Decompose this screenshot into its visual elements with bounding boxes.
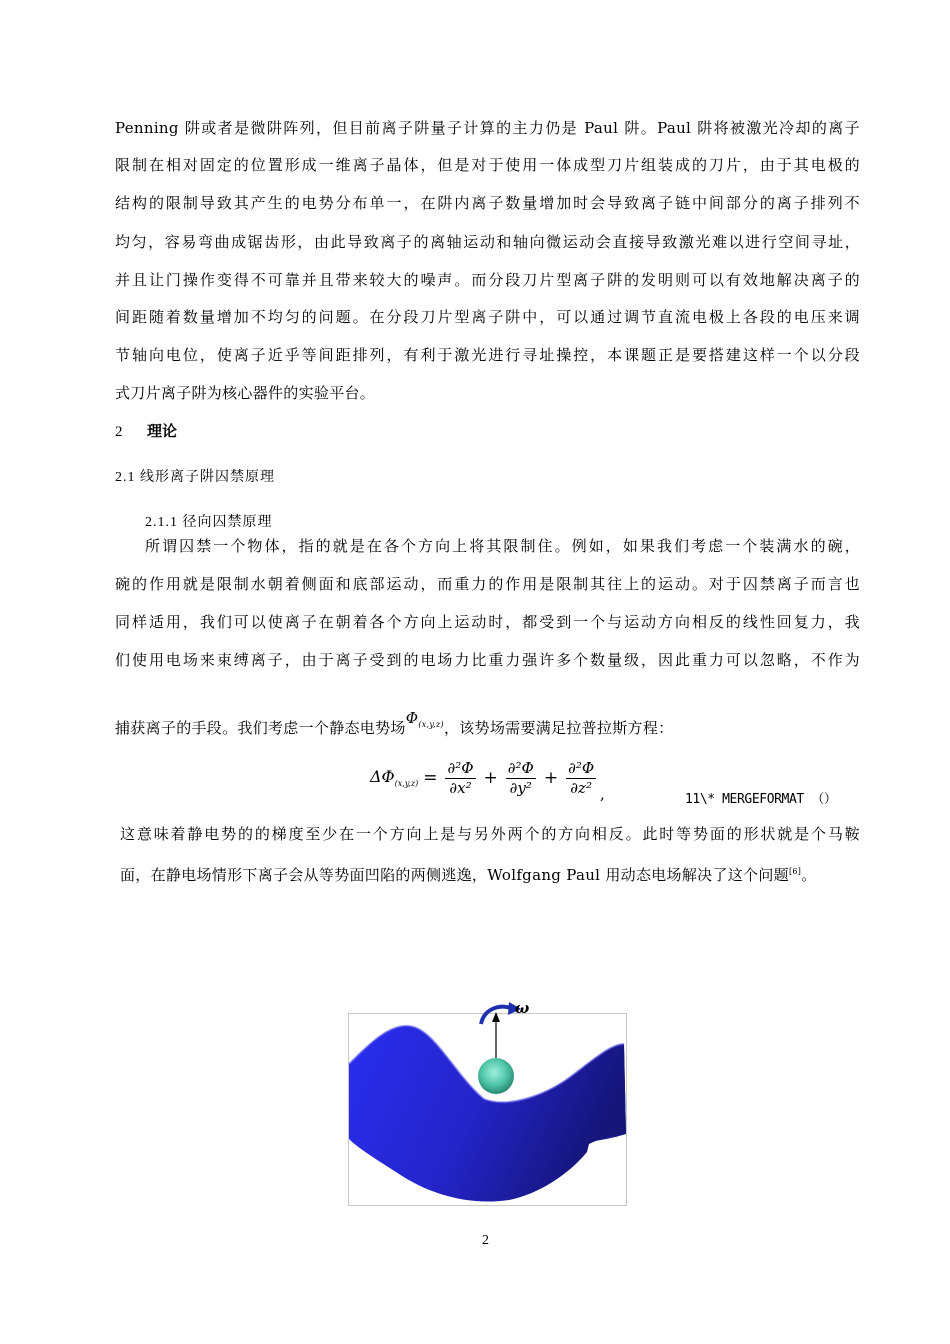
section-heading (115, 420, 177, 441)
section-title: 理论 (147, 422, 178, 440)
laplace-equation (370, 755, 599, 801)
intro-line-1: Penning 阱或者是微阱阵列，但目前离子阱量子计算的主力仍是 Paul 阱。Paul 阱将被激光冷却的离子 (115, 119, 860, 137)
after-eq-line-1: 这意味着静电势的的梯度至少在一个方向上是与另外两个的方向相反。此时等势面的形状就是个马鞍 (120, 825, 860, 843)
body-line-5-after: ，该势场需要满足拉普拉斯方程： (443, 719, 674, 737)
body-line-4: 们使用电场来束缚离子，由于离子受到的电场力比重力强许多个数量级，因此重力可以忽略，不作为 (115, 651, 860, 669)
saddle-potential-figure (348, 999, 627, 1206)
subsection-title: 线形离子阱囚禁原理 (140, 470, 275, 485)
intro-line-7: 节轴向电位，使离子近乎等间距排列，有利于激光进行寻址操控，本课题正是要搭建这样一个以分段 (115, 346, 860, 364)
plus-sign: + (543, 768, 559, 788)
equation-label: 11\* MERGEFORMAT （） (685, 792, 837, 807)
subsection-heading (115, 466, 275, 486)
intro-line-2: 限制在相对固定的位置形成一维离子晶体，但是对于使用一体成型刀片组装成的刀片，由于其电极的 (115, 156, 860, 174)
after-eq-line-2: 面，在静电场情形下离子会从等势面凹陷的两侧逃逸，Wolfgang Paul 用动态电场解决了这个问题[6]。 (120, 866, 817, 884)
intro-line-8: 式刀片离子阱为核心器件的实验平台。 (115, 384, 376, 402)
body-line-5-before: 捕获离子的手段。我们考虑一个静态电势场 (115, 719, 406, 737)
subsubsection-heading (145, 511, 273, 531)
saddle-surface-illustration (349, 1014, 626, 1205)
omega-label: ω (515, 999, 530, 1017)
subsubsection-number: 2.1.1 (145, 515, 178, 530)
intro-line-4: 均匀，容易弯曲成锯齿形，由此导致离子的离轴运动和轴向微运动会直接导致激光难以进行空间寻址， (115, 233, 860, 251)
page-number: 2 (482, 1233, 489, 1248)
equation-term-z: $\frac{\text{∂²Φ}}{\text{∂z²}}$ (568, 758, 595, 797)
ion-sphere (478, 1058, 514, 1094)
body-line-1: 所谓囚禁一个物体，指的就是在各个方向上将其限制住。例如，如果我们考虑一个装满水的碗， (145, 537, 860, 555)
intro-line-6: 间距随着数量增加不均匀的问题。在分段刀片型离子阱中，可以通过调节直流电极上各段的电压来调 (115, 308, 860, 326)
body-line-2: 碗的作用就是限制水朝着侧面和底部运动，而重力的作用是限制其往上的运动。对于囚禁离子而言也 (115, 575, 860, 593)
intro-line-5: 并且让门操作变得不可靠并且带来较大的噪声。而分段刀片型离子阱的发明则可以有效地解决离子的 (115, 271, 860, 289)
subsubsection-title: 径向囚禁原理 (182, 515, 273, 530)
equation-lhs: $\Delta\Phi_{(x,y,z)}$ (370, 767, 419, 789)
subsection-number: 2.1 (115, 470, 136, 485)
equals-sign: = (423, 768, 438, 788)
phi-symbol: $\Phi_{(x,y,z)}$ (405, 709, 444, 729)
equation-comma: , (600, 785, 605, 803)
body-line-3: 同样适用，我们可以使离子在朝着各个方向上运动时，都受到一个与运动方向相反的线性回复力，我 (115, 613, 860, 631)
equation-term-x: $\frac{\text{∂²Φ}}{\text{∂x²}}$ (447, 758, 474, 797)
section-number: 2 (115, 424, 123, 440)
plus-sign: + (483, 768, 498, 788)
intro-line-3: 结构的限制导致其产生的电势分布单一，在阱内离子数量增加时会导致离子链中间部分的离子排列不 (115, 194, 860, 212)
citation-ref[interactable]: [6] (788, 867, 802, 876)
body-line-5 (115, 709, 860, 745)
equation-term-y: $\frac{\text{∂²Φ}}{\text{∂y²}}$ (507, 758, 534, 797)
